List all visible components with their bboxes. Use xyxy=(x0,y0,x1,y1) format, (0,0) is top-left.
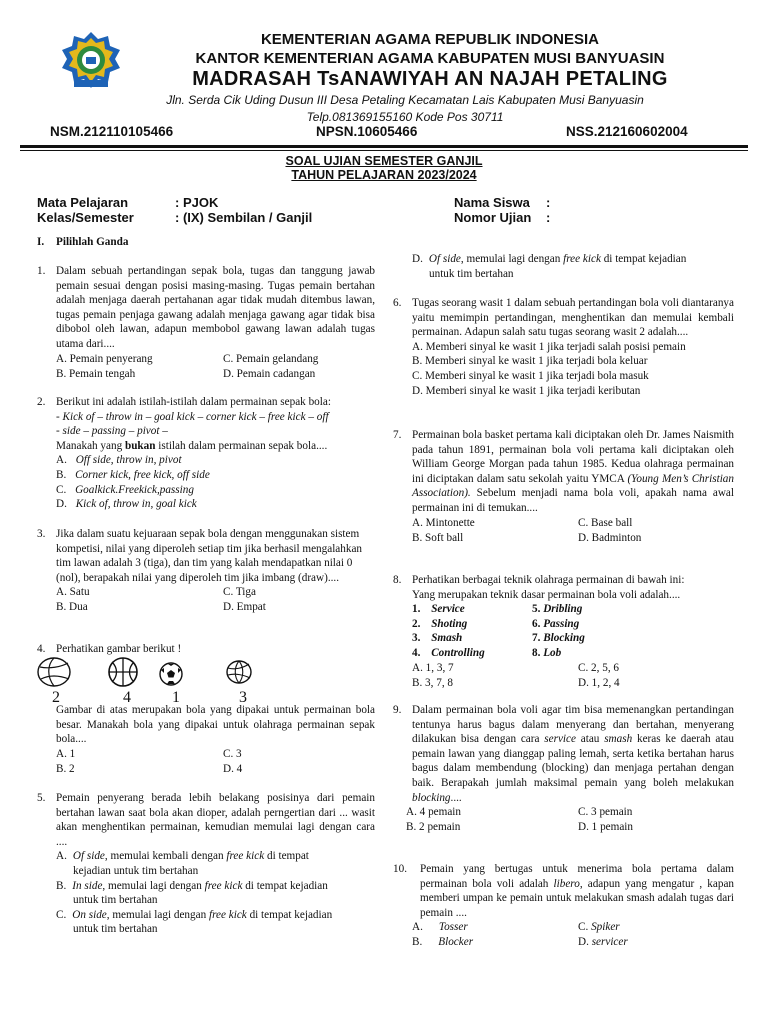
option-b[interactable]: B. 2 xyxy=(56,762,75,775)
technique-item: 4. Controlling xyxy=(412,647,485,660)
ministry-name: KEMENTERIAN AGAMA REPUBLIK INDONESIA xyxy=(260,31,600,48)
option-d[interactable]: D. 4 xyxy=(223,762,243,775)
student-name-label: Nama Siswa xyxy=(454,195,530,210)
question-text: Perhatikan gambar berikut ! xyxy=(56,643,182,655)
option-c[interactable]: C. On side, memulai lagi dengan free kick di tempat kejadian untuk tim bertahan xyxy=(56,908,333,936)
school-phone: Telp.081369155160 Kode Pos 30711 xyxy=(306,110,504,124)
question-7 xyxy=(393,428,734,546)
question-number: 7. xyxy=(393,429,402,441)
option-c[interactable]: C. Goalkick.Freekick,passing xyxy=(56,483,194,496)
question-number: 3. xyxy=(37,528,46,540)
technique-item: 8. Lob xyxy=(532,647,562,660)
option-d[interactable]: D. Badminton xyxy=(578,531,642,544)
question-number: 6. xyxy=(393,297,402,309)
question-text: Gambar di atas merupakan bola yang dipakai untuk permainan bola besar. Manakah bola yang dipakai untuk olahraga permainan sepak bola.... xyxy=(56,704,375,746)
question-5 xyxy=(37,791,375,937)
technique-item: 2. Shoting xyxy=(412,618,468,631)
option-c[interactable]: C. Pemain gelandang xyxy=(223,352,319,365)
question-text: Perhatikan berbagai teknik olahraga permainan di bawah ini: xyxy=(412,574,685,586)
option-a[interactable]: A. Tosser xyxy=(412,921,468,934)
nss-number: NSS.212160602004 xyxy=(566,124,688,139)
ball-images xyxy=(37,657,277,706)
class-value: : (IX) Sembilan / Ganjil xyxy=(175,210,313,225)
question-prompt: Manakah yang bukan istilah dalam permainan sepak bola.... xyxy=(56,439,328,452)
option-c[interactable]: C. 3 pemain xyxy=(578,806,633,819)
section-title: Pilihlah Ganda xyxy=(56,236,129,248)
volleyball-icon xyxy=(225,659,253,685)
question-2 xyxy=(37,395,375,512)
option-d[interactable]: D. 1 pemain xyxy=(578,821,633,834)
ball-label: 3 xyxy=(239,689,247,706)
question-number: 9. xyxy=(393,704,402,716)
class-label: Kelas/Semester xyxy=(37,210,134,225)
subject-value: : PJOK xyxy=(175,195,219,210)
question-3 xyxy=(37,527,375,615)
question-text: Tugas seorang wasit 1 dalam sebuah pertandingan bola voli diantaranya yaitu memimpin pertandingan, menghentikan dan memulai kembali permainan. Adapun salah satu tugas seorang wasit 2 adalah.... xyxy=(412,297,734,339)
school-address: Jln. Serda Cik Uding Dusun III Desa Petaling Kecamatan Lais Kabupaten Musi Banyuasin xyxy=(166,93,644,107)
option-b[interactable]: B. In side, memulai lagi dengan free kick di tempat kejadian untuk tim bertahan xyxy=(56,879,328,907)
option-c[interactable]: C. Memberi sinyal ke wasit 1 jika terjadi bola masuk xyxy=(412,369,649,382)
basketball-icon xyxy=(107,657,139,687)
option-b[interactable]: B. Corner kick, free kick, off side xyxy=(56,468,210,481)
option-a[interactable]: A. Satu xyxy=(56,586,90,599)
question-number: 8. xyxy=(393,574,402,586)
question-6 xyxy=(393,296,734,398)
question-number: 2. xyxy=(37,396,46,408)
option-d[interactable]: D. servicer xyxy=(578,936,628,949)
student-name-value: : xyxy=(546,195,551,210)
option-d[interactable]: D. Empat xyxy=(223,601,266,614)
question-text: Dalam permainan bola voli agar tim bisa memenangkan pertandingan tentunya harus bagus dalam menyerang dan bertahan, menyerang dilakukan bisa dengan cara service atau smash keras ke daerah atau pemain lawan yang dianggap paling lemah, serta ketika bertahan harus bagus dalam membendung (blocking) dan menjaga pertahan dengan baik. Berapakah jumlah maksimal pemain yang boleh melakukan blocking.... xyxy=(412,704,734,804)
term-list-line-2: - side – passing – pivot – xyxy=(56,425,168,438)
question-text: Dalam sebuah pertandingan sepak bola, tugas dan tanggung jawab pemain sesuai dengan posisi masing-masing. Tugas pemain bertahan adalah menjaga daerah pertahanan agar tidak mudah ditembus lawan, tugas pemain penjaga gawang adalah menjaga gawang agar tidak bisa dibobol oleh lawan, adapun membobol gawang lawan adalah tugas utama dari.... xyxy=(56,265,375,350)
option-a[interactable]: A. Of side, memulai kembali dengan free kick di tempat kejadian untuk tim bertahan xyxy=(56,850,309,877)
question-8 xyxy=(393,573,734,691)
exam-number-value: : xyxy=(546,210,551,225)
option-c[interactable]: C. Spiker xyxy=(578,921,620,934)
option-a[interactable]: A. Off side, throw in, pivot xyxy=(56,454,182,467)
technique-list xyxy=(412,602,734,661)
option-d[interactable]: D. 1, 2, 4 xyxy=(578,677,620,690)
option-b[interactable]: B. 2 pemain xyxy=(406,821,461,834)
header-rule-thin xyxy=(20,150,748,151)
question-prompt: Yang merupakan teknik dasar permainan bola voli adalah.... xyxy=(412,588,681,601)
option-b[interactable]: B. Blocker xyxy=(412,936,474,949)
option-c[interactable]: C. Base ball xyxy=(578,516,633,529)
technique-item: 5. Dribling xyxy=(532,603,583,616)
subject-label: Mata Pelajaran xyxy=(37,195,129,210)
option-c[interactable]: C. Tiga xyxy=(223,586,256,599)
option-a[interactable]: A. Pemain penyerang xyxy=(56,352,153,365)
question-text: Pemain penyerang berada lebih belakang posisinya dari pemain bertahan lawan saat bola akan dioper, adalah perngertian dari ... wasit akan menghentikan permainan, kemudian memulai lagi dengan cara .... xyxy=(56,792,375,848)
question-number: 1. xyxy=(37,265,46,277)
option-a[interactable]: A. 1 xyxy=(56,747,76,760)
question-text: Pemain yang bertugas untuk menerima bola pertama dalam permainan bola voli adalah libero, adapun yang mengatur , kapan memberi umpan ke pemain untuk melakukan smash adalah tugas dari pemain .... xyxy=(420,863,735,919)
option-a[interactable]: A. Mintonette xyxy=(412,516,475,529)
option-d[interactable]: D. Memberi sinyal ke wasit 1 jika terjadi keributan xyxy=(412,384,641,397)
header-rule-thick xyxy=(20,145,748,148)
option-d[interactable]: D. Kick of, throw in, goal kick xyxy=(56,498,197,511)
option-c[interactable]: C. 3 xyxy=(223,747,242,760)
option-b[interactable]: B. Memberi sinyal ke wasit 1 jika terjadi bola keluar xyxy=(412,355,648,368)
question-text: Jika dalam suatu kejuaraan sepak bola dengan menggunakan sistem kompetisi, nilai yang diperoleh setiap tim jika berhasil mengalahkan tim lawan adalah 3 (tiga), dan tim yang kalah mendapatkan nilai 0 (nol), berapakah nilai yang diperoleh tim jika imbang (draw).... xyxy=(56,528,363,584)
school-name: MADRASAH TsANAWIYAH AN NAJAH PETALING xyxy=(192,68,668,90)
question-10 xyxy=(393,862,734,950)
exam-title: SOAL UJIAN SEMESTER GANJIL xyxy=(285,154,483,168)
question-number: 4. xyxy=(37,643,46,655)
question-9 xyxy=(393,703,734,835)
technique-item: 6. Passing xyxy=(532,618,580,631)
exam-year: TAHUN PELAJARAN 2023/2024 xyxy=(291,168,477,182)
option-a[interactable]: A. Memberi sinyal ke wasit 1 jika terjadi salah posisi pemain xyxy=(412,340,686,353)
question-text: Berikut ini adalah istilah-istilah dalam permainan sepak bola: xyxy=(56,396,331,408)
madrasah-logo xyxy=(58,30,124,92)
technique-item: 3. Smash xyxy=(412,632,463,645)
ball-label: 1 xyxy=(172,689,180,706)
volleyball-icon xyxy=(37,657,71,687)
option-d[interactable]: D. Pemain cadangan xyxy=(223,367,316,380)
office-name: KANTOR KEMENTERIAN AGAMA KABUPATEN MUSI BANYUASIN xyxy=(195,50,665,67)
option-b[interactable]: B. Dua xyxy=(56,601,88,614)
ball-label: 2 xyxy=(52,689,60,706)
npsn-number: NPSN.10605466 xyxy=(316,124,418,139)
question-4-body xyxy=(56,703,375,777)
ball-label: 4 xyxy=(123,689,131,706)
question-5-option-d[interactable]: D. Of side, memulai lagi dengan free kick di tempat kejadian untuk tim bertahan xyxy=(412,253,687,280)
nsm-number: NSM.212110105466 xyxy=(50,124,174,139)
section-number: I. xyxy=(37,236,45,248)
option-c[interactable]: C. 2, 5, 6 xyxy=(578,662,620,675)
option-b[interactable]: B. Soft ball xyxy=(412,531,464,544)
question-number: 10. xyxy=(393,863,407,875)
exam-number-label: Nomor Ujian xyxy=(454,210,532,225)
option-a[interactable]: A. 1, 3, 7 xyxy=(412,662,454,675)
question-4 xyxy=(37,642,375,657)
soccer-ball-icon xyxy=(158,662,184,686)
technique-item: 7. Blocking xyxy=(532,632,585,645)
option-b[interactable]: B. 3, 7, 8 xyxy=(412,677,454,690)
term-list-line-1: - Kick of – throw in – goal kick – corner kick – free kick – off xyxy=(56,410,329,423)
question-text: Permainan bola basket pertama kali diciptakan oleh Dr. James Naismith pada tahun 1891, permainan bola voli pertama kali diciptakan oleh William George Morgan pada tahun 1985. Kedua olahraga permainan ini diciptakan dalam satu sekolah yaitu YMCA (Young Men’s Christian Association). Sebelum menjadi nama bola voli, apakah nama awal permainan ini di temukan.... xyxy=(412,429,734,514)
question-1 xyxy=(37,264,375,382)
question-number: 5. xyxy=(37,792,46,804)
option-a[interactable]: A. 4 pemain xyxy=(406,806,461,819)
option-b[interactable]: B. Pemain tengah xyxy=(56,367,136,380)
technique-item: 1. Service xyxy=(412,603,465,616)
